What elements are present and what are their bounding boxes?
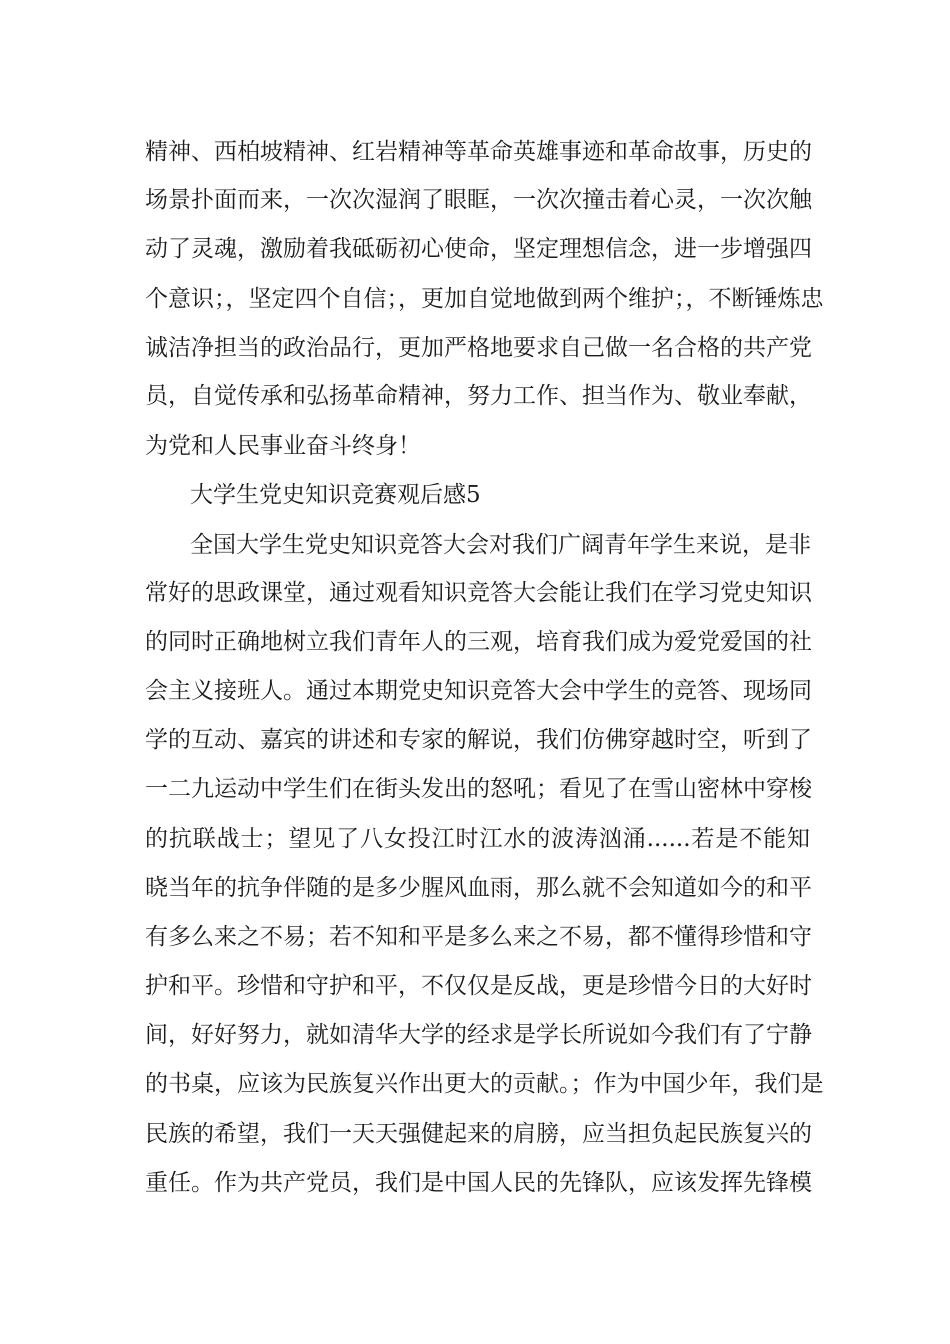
text-line: 场景扑面而来，一次次湿润了眼眶，一次次撞击着心灵，一次次触 — [145, 187, 812, 213]
text-line: 有多么来之不易；若不知和平是多么来之不易，都不懂得珍惜和守 — [145, 924, 812, 950]
text-line: 员，自觉传承和弘扬革命精神，努力工作、担当作为、敬业奉献， — [145, 383, 812, 409]
text-line: 的书桌，应该为民族复兴作出更大的贡献。；作为中国少年，我们是 — [145, 1071, 824, 1097]
text-line: 一二九运动中学生们在街头发出的怒吼；看见了在雪山密林中穿梭 — [145, 776, 812, 802]
text-line: 全国大学生党史知识竞答大会对我们广阔青年学生来说，是非 — [190, 532, 811, 558]
text-line: 精神、西柏坡精神、红岩精神等革命英雄事迹和革命故事，历史的 — [145, 139, 812, 165]
text-line: 动了灵魂，激励着我砥砺初心使命，坚定理想信念，进一步增强四 — [145, 236, 812, 262]
text-line: 为党和人民事业奋斗终身！ — [145, 433, 421, 459]
text-line: 护和平。珍惜和守护和平，不仅仅是反战，更是珍惜今日的大好时 — [145, 973, 812, 999]
text-line: 会主义接班人。通过本期党史知识竞答大会中学生的竞答、现场同 — [145, 678, 812, 704]
text-line: 间，好好努力，就如清华大学的经求是学长所说如今我们有了宁静 — [145, 1022, 812, 1048]
text-line: 民族的希望，我们一天天强健起来的肩膀，应当担负起民族复兴的 — [145, 1121, 812, 1147]
text-line: 诚洁净担当的政治品行，更加严格地要求自己做一名合格的共产党 — [145, 335, 812, 361]
text-line: 晓当年的抗争伴随的是多少腥风血雨，那么就不会知道如今的和平 — [145, 875, 812, 901]
text-line: 学的互动、嘉宾的讲述和专家的解说，我们仿佛穿越时空，听到了 — [145, 727, 812, 753]
text-line: 常好的思政课堂，通过观看知识竞答大会能让我们在学习党史知识 — [145, 580, 812, 606]
text-line: 重任。作为共产党员，我们是中国人民的先锋队，应该发挥先锋模 — [145, 1170, 812, 1196]
section-heading: 大学生党史知识竞赛观后感5 — [190, 482, 481, 508]
text-line: 的抗联战士；望见了八女投江时江水的波涛汹涌......若是不能知 — [145, 826, 810, 852]
text-line: 的同时正确地树立我们青年人的三观，培育我们成为爱党爱国的社 — [145, 629, 812, 655]
text-line: 个意识；，坚定四个自信；，更加自觉地做到两个维护；，不断锤炼忠 — [145, 286, 824, 312]
